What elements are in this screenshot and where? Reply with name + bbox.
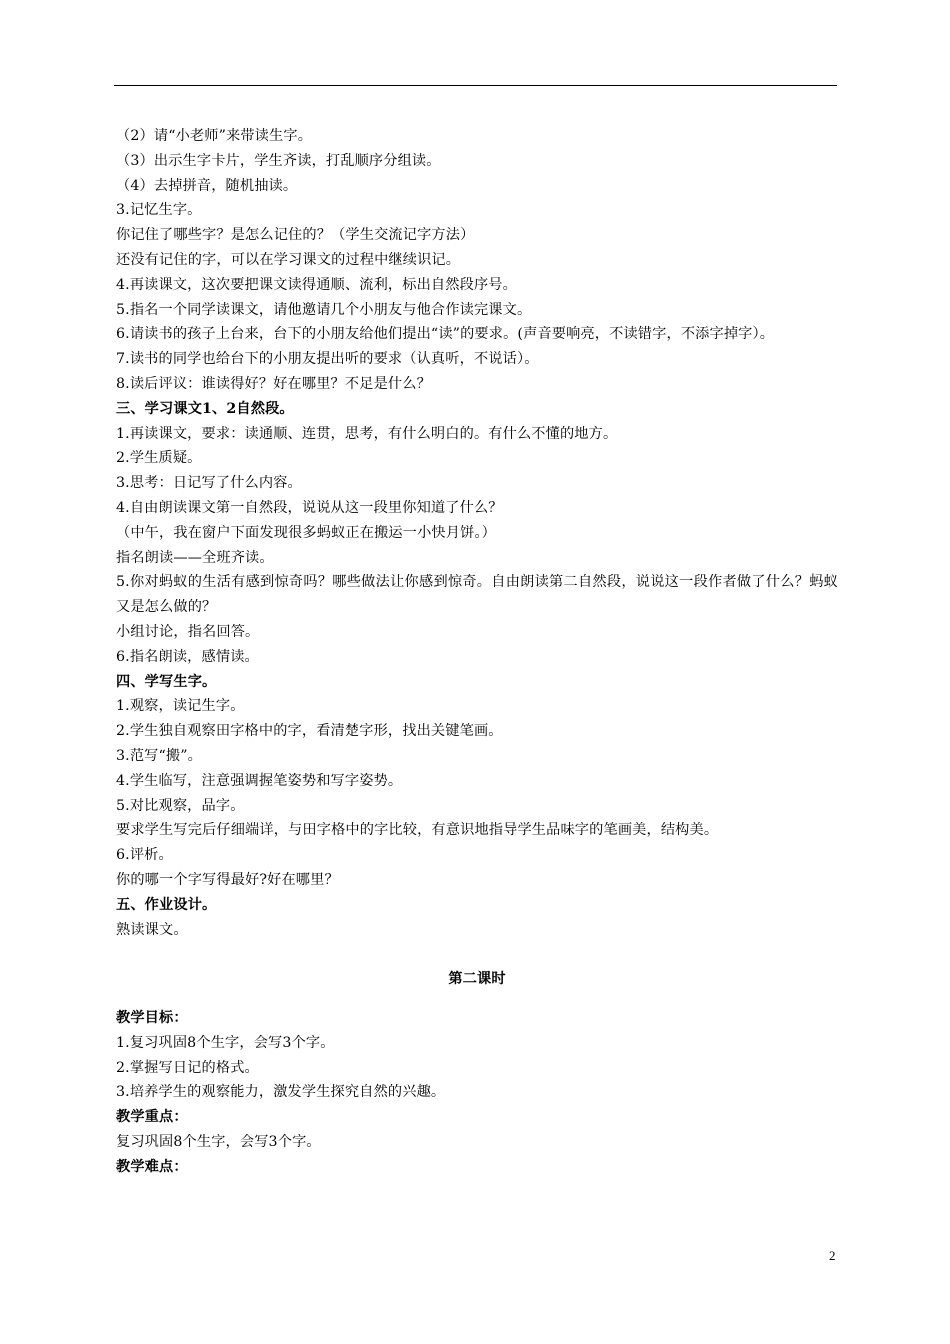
lesson-title: 第二课时 — [448, 971, 506, 988]
text-line: 6.指名朗读，感情读。 — [116, 648, 259, 665]
text-line: 5.指名一个同学读课文，请他邀请几个小朋友与他合作读完课文。 — [116, 301, 532, 318]
text-line: 2.学生质疑。 — [116, 450, 202, 467]
subheading: 教学难点： — [116, 1158, 188, 1175]
text-line: 8.读后评议：谁读得好？好在哪里？不足是什么？ — [116, 375, 431, 392]
text-line: 3.思考：日记写了什么内容。 — [116, 475, 302, 492]
text-line: 小组讨论，指名回答。 — [116, 623, 260, 640]
text-line: 1.复习巩固8个生字，会写3个字。 — [116, 1034, 335, 1051]
text-line: 3.培养学生的观察能力，激发学生探究自然的兴趣。 — [116, 1084, 446, 1101]
text-line: （中午，我在窗户下面发现很多蚂蚁正在搬运一小快月饼。） — [116, 524, 497, 541]
page-number: 2 — [829, 1248, 836, 1263]
text-line: 还没有记住的字，可以在学习课文的过程中继续识记。 — [116, 251, 461, 268]
text-line: 1.观察，读记生字。 — [116, 698, 245, 715]
document-body — [116, 124, 838, 1180]
text-line: 指名朗读——全班齐读。 — [116, 549, 274, 566]
text-line: 7.读书的同学也给台下的小朋友提出听的要求（认真听，不说话）。 — [116, 351, 539, 368]
text-line: 要求学生写完后仔细端详，与田字格中的字比较，有意识地指导学生品味字的笔画美，结构美。 — [116, 822, 719, 839]
section-heading: 四、学写生字。 — [116, 673, 217, 690]
text-line: 4.再读课文，这次要把课文读得通顺、流利，标出自然段序号。 — [116, 276, 517, 293]
text-line: （4）去掉拼音，随机抽读。 — [116, 177, 298, 194]
section-heading: 三、学习课文1、2自然段。 — [116, 400, 294, 417]
subheading: 教学重点： — [116, 1109, 188, 1126]
text-line: 6.评析。 — [116, 847, 173, 864]
subheading: 教学目标： — [116, 1010, 188, 1027]
text-line: 3.记忆生字。 — [116, 202, 202, 219]
text-line: 复习巩固8个生字，会写3个字。 — [116, 1134, 321, 1151]
text-paragraph: 6.请读书的孩子上台来，台下的小朋友给他们提出“读”的要求。(声音要响亮，不读错字，不添字掉字）。 — [116, 326, 775, 343]
text-line: 4.自由朗读课文第一自然段，说说从这一段里你知道了什么？ — [116, 499, 503, 516]
text-line: （2）请“小老师”来带读生字。 — [116, 128, 313, 144]
text-line: 5.对比观察，品字。 — [116, 797, 245, 814]
text-line: 你记住了哪些字？是怎么记住的？（学生交流记字方法） — [116, 227, 475, 244]
text-line: 你的哪一个字写得最好?好在哪里？ — [116, 871, 339, 888]
text-line: 3.范写“搬”。 — [116, 747, 202, 764]
text-line: 1.再读课文，要求：读通顺、连贯，思考，有什么明白的。有什么不懂的地方。 — [116, 425, 618, 442]
text-line: 熟读课文。 — [116, 921, 188, 938]
section-heading: 五、作业设计。 — [116, 896, 217, 913]
text-paragraph: 5.你对蚂蚁的生活有感到惊奇吗？哪些做法让你感到惊奇。自由朗读第二自然段，说说这一段作者做了什么？蚂蚁又是怎么做的？ — [116, 574, 838, 616]
text-line: （3）出示生字卡片，学生齐读，打乱顺序分组读。 — [116, 152, 441, 169]
text-line: 2.掌握写日记的格式。 — [116, 1059, 259, 1076]
text-line: 4.学生临写，注意强调握笔姿势和写字姿势。 — [116, 772, 403, 789]
text-line: 2.学生独自观察田字格中的字，看清楚字形，找出关键笔画。 — [116, 723, 503, 740]
header-rule — [114, 85, 837, 86]
